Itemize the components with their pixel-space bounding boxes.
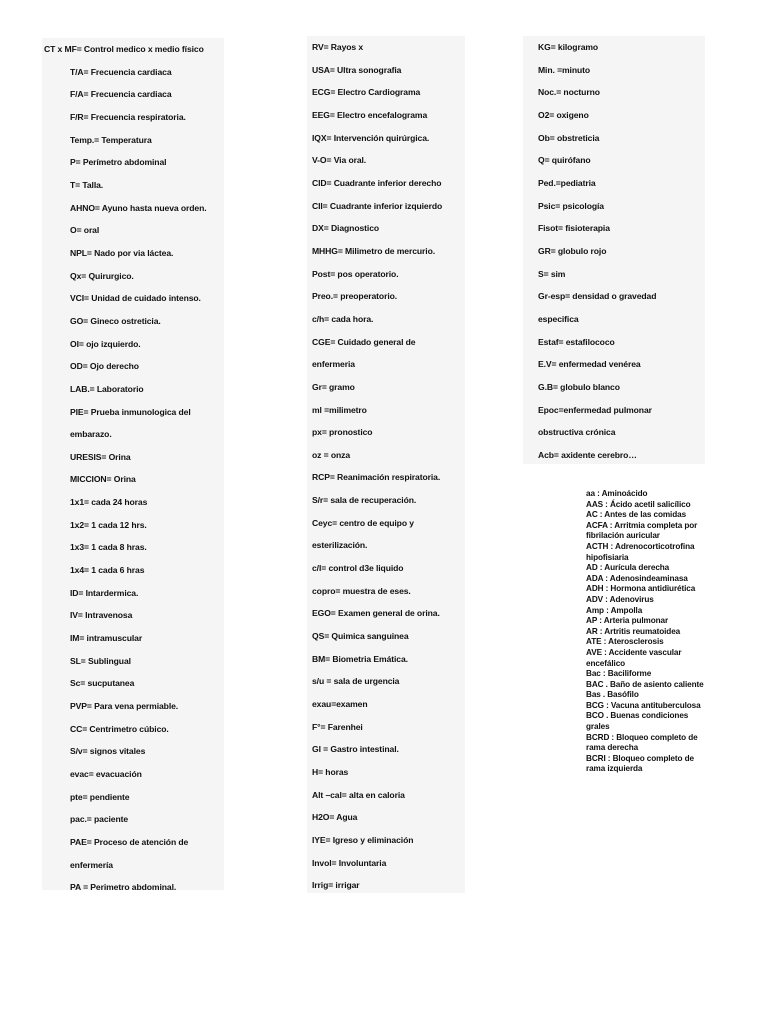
abbreviation-entry: ADH : Hormona antidiurética bbox=[586, 584, 696, 594]
abbreviation-entry: PVP= Para vena permiable. bbox=[70, 701, 179, 712]
abbreviation-entry: ADV : Adenovirus bbox=[586, 594, 654, 604]
abbreviation-entry: Min. =minuto bbox=[538, 64, 591, 75]
abbreviation-entry: AD : Aurícula derecha bbox=[586, 563, 670, 573]
abbreviation-entry: 1x1= cada 24 horas bbox=[70, 497, 148, 508]
abbreviation-entry: Ob= obstreticia bbox=[538, 132, 600, 143]
abbreviation-entry: Noc.= nocturno bbox=[538, 87, 600, 98]
abbreviations-column-4 bbox=[586, 489, 706, 775]
abbreviation-entry: MICCION= Orina bbox=[70, 474, 136, 485]
abbreviation-entry: Acb= axidente cerebro… bbox=[538, 449, 637, 460]
abbreviation-entry: Invol= Involuntaria bbox=[312, 857, 387, 868]
abbreviation-entry: c/h= cada hora. bbox=[312, 313, 374, 324]
abbreviation-entry: Psic= psicología bbox=[538, 200, 604, 211]
abbreviation-entry: RV= Rayos x bbox=[312, 42, 364, 52]
abbreviation-entry: ml =milimetro bbox=[312, 404, 367, 415]
abbreviation-entry: LAB.= Laboratorio bbox=[70, 383, 144, 394]
abbreviation-entry: GR= globulo rojo bbox=[538, 245, 607, 256]
abbreviation-entry: Fisot= fisioterapia bbox=[538, 223, 610, 234]
abbreviation-entry: esterilización. bbox=[312, 540, 368, 551]
abbreviation-entry: Amp : Ampolla bbox=[586, 605, 643, 615]
abbreviation-entry: IV= Intravenosa bbox=[70, 610, 133, 621]
abbreviation-entry: Alt –cal= alta en caloria bbox=[312, 789, 405, 800]
abbreviation-entry: especifica bbox=[538, 313, 579, 324]
abbreviation-entry: BM= Biometria Emática. bbox=[312, 653, 408, 664]
abbreviation-entry: VCI= Unidad de cuidado intenso. bbox=[70, 293, 201, 304]
abbreviation-entry: BCO . Buenas condiciones grales bbox=[586, 711, 689, 732]
abbreviation-entry: embarazo. bbox=[70, 429, 112, 440]
abbreviation-entry: RCP= Reanimación respiratoria. bbox=[312, 472, 441, 483]
abbreviation-entry: Post= pos operatorio. bbox=[312, 268, 399, 279]
abbreviation-entry: GI = Gastro intestinal. bbox=[312, 744, 399, 755]
abbreviation-entry: Temp.= Temperatura bbox=[70, 134, 152, 145]
abbreviation-entry: OD= Ojo derecho bbox=[70, 361, 139, 372]
abbreviation-entry: AHNO= Ayuno hasta nueva orden. bbox=[70, 202, 207, 213]
abbreviation-entry: GO= Gineco ostreticia. bbox=[70, 315, 161, 326]
abbreviation-entry: Bas . Basófilo bbox=[586, 690, 639, 700]
abbreviation-entry: IYE= Igreso y eliminación bbox=[312, 834, 414, 845]
abbreviation-entry: s/u = sala de urgencia bbox=[312, 676, 400, 687]
abbreviations-column-3 bbox=[523, 36, 705, 464]
abbreviation-entry: PA = Perimetro abdominal. bbox=[70, 882, 177, 893]
abbreviation-entry: AC : Antes de las comidas bbox=[586, 510, 687, 520]
abbreviation-entry: O2= oxigeno bbox=[538, 109, 589, 120]
abbreviation-entry: EGO= Examen general de orina. bbox=[312, 608, 440, 619]
abbreviation-entry: Epoc=enfermedad pulmonar bbox=[538, 404, 652, 415]
abbreviation-entry: AP : Arteria pulmonar bbox=[586, 616, 669, 626]
abbreviation-entry: ADA : Adenosindeaminasa bbox=[586, 573, 688, 583]
abbreviation-entry: F/A= Frecuencia cardiaca bbox=[70, 89, 172, 100]
abbreviation-entry: F°= Farenhei bbox=[312, 721, 363, 732]
abbreviation-entry: BAC . Baño de asiento caliente bbox=[586, 679, 704, 689]
abbreviation-entry: pac.= paciente bbox=[70, 814, 129, 825]
abbreviation-entry: obstructiva crónica bbox=[538, 427, 616, 438]
abbreviation-entry: IQX= Intervención quirúrgica. bbox=[312, 132, 430, 143]
abbreviation-entry: PAE= Proceso de atención de bbox=[70, 836, 189, 847]
abbreviation-entry: Gr= gramo bbox=[312, 381, 355, 392]
abbreviation-entry: Ceyc= centro de equipo y bbox=[312, 517, 414, 528]
abbreviation-entry: G.B= globulo blanco bbox=[538, 381, 620, 392]
abbreviation-entry: Qx= Quirurgico. bbox=[70, 270, 134, 281]
abbreviation-entry: Sc= sucputanea bbox=[70, 678, 135, 689]
abbreviation-entry: BCG : Vacuna antituberculosa bbox=[586, 700, 701, 710]
abbreviation-entry: BCRI : Bloqueo completo de rama izquierda bbox=[586, 753, 694, 774]
abbreviation-entry: KG= kilogramo bbox=[538, 42, 599, 52]
abbreviation-list-3 bbox=[523, 36, 705, 466]
abbreviation-entry: USA= Ultra sonografia bbox=[312, 64, 402, 75]
abbreviation-entry: ACFA : Arritmia completa por fibrilación auricular bbox=[586, 520, 698, 541]
abbreviation-entry: S/r= sala de recuperación. bbox=[312, 495, 417, 506]
abbreviation-entry: F/R= Frecuencia respiratoria. bbox=[70, 111, 186, 122]
abbreviation-entry: OI= ojo izquierdo. bbox=[70, 338, 141, 349]
abbreviation-entry: pte= pendiente bbox=[70, 791, 130, 802]
abbreviation-entry: Gr-esp= densidad o gravedad bbox=[538, 291, 657, 302]
abbreviation-entry: ECG= Electro Cardiograma bbox=[312, 87, 421, 98]
abbreviation-entry: URESIS= Orina bbox=[70, 451, 131, 462]
abbreviation-entry: EEG= Electro encefalograma bbox=[312, 109, 428, 120]
abbreviation-entry: AAS : Ácido acetil salicílico bbox=[586, 499, 691, 509]
abbreviation-entry: AR : Artritis reumatoidea bbox=[586, 626, 681, 636]
abbreviation-list-1 bbox=[42, 38, 224, 899]
abbreviation-entry: PIE= Prueba inmunologica del bbox=[70, 406, 191, 417]
abbreviation-entry: 1x3= 1 cada 8 hras. bbox=[70, 542, 147, 553]
abbreviation-entry: px= pronostico bbox=[312, 427, 373, 438]
abbreviation-entry: Preo.= preoperatorio. bbox=[312, 291, 398, 302]
abbreviation-entry: enfermería bbox=[70, 859, 113, 870]
abbreviation-entry: CC= Centrimetro cúbico. bbox=[70, 723, 169, 734]
abbreviation-entry: IM= intramuscular bbox=[70, 633, 143, 644]
abbreviation-entry: oz = onza bbox=[312, 449, 351, 460]
abbreviation-entry: NPL= Nado por via láctea. bbox=[70, 247, 174, 258]
abbreviation-entry: BCRD : Bloqueo completo de rama derecha bbox=[586, 732, 698, 753]
abbreviation-entry: enfermeria bbox=[312, 359, 355, 370]
abbreviation-entry: Bac : Baciliforme bbox=[586, 669, 652, 679]
abbreviation-entry: QS= Quimica sanguinea bbox=[312, 631, 409, 642]
abbreviation-entry: ACTH : Adrenocorticotrofina hipofisiaria bbox=[586, 541, 695, 562]
abbreviation-entry: SL= Sublingual bbox=[70, 655, 131, 666]
abbreviations-column-1 bbox=[42, 38, 224, 893]
abbreviation-entry: Estaf= estafilococo bbox=[538, 336, 615, 347]
abbreviation-entry: evac= evacuación bbox=[70, 769, 142, 779]
abbreviation-list-4 bbox=[586, 489, 706, 775]
abbreviation-entry: S/v= signos vitales bbox=[70, 746, 146, 757]
abbreviation-entry: H= horas bbox=[312, 767, 349, 777]
abbreviation-entry: c/l= control d3e liquido bbox=[312, 563, 404, 574]
abbreviation-entry: 1x4= 1 cada 6 hras bbox=[70, 565, 145, 576]
abbreviation-entry: ID= Intardermica. bbox=[70, 587, 139, 598]
abbreviation-entry: CGE= Cuidado general de bbox=[312, 336, 416, 347]
abbreviation-entry: MHHG= Milimetro de mercurio. bbox=[312, 245, 436, 256]
abbreviation-entry: T= Talla. bbox=[70, 179, 104, 190]
abbreviation-entry: T/A= Frecuencia cardiaca bbox=[70, 66, 172, 77]
abbreviation-entry: Ped.=pediatria bbox=[538, 177, 596, 188]
abbreviation-entry: copro= muestra de eses. bbox=[312, 585, 411, 596]
abbreviation-entry: CID= Cuadrante inferior derecho bbox=[312, 177, 442, 188]
abbreviations-column-2 bbox=[307, 36, 465, 893]
abbreviation-entry: E.V= enfermedad venérea bbox=[538, 359, 641, 370]
abbreviation-entry: Q= quirófano bbox=[538, 155, 591, 166]
abbreviation-entry: aa : Aminoácido bbox=[586, 489, 648, 498]
abbreviation-entry: V-O= Via oral. bbox=[312, 155, 367, 166]
abbreviation-entry: P= Perímetro abdominal bbox=[70, 157, 167, 168]
abbreviation-entry: CII= Cuadrante inferior izquierdo bbox=[312, 200, 443, 211]
abbreviation-entry: CT x MF= Control medico x medio físico bbox=[44, 44, 204, 54]
abbreviation-entry: O= oral bbox=[70, 225, 100, 236]
abbreviation-list-2 bbox=[307, 36, 465, 897]
abbreviation-entry: H2O= Agua bbox=[312, 812, 358, 823]
abbreviation-entry: Irrig= irrigar bbox=[312, 880, 360, 891]
abbreviation-entry: DX= Diagnostico bbox=[312, 223, 380, 234]
abbreviation-entry: exau=examen bbox=[312, 699, 368, 710]
abbreviation-entry: 1x2= 1 cada 12 hrs. bbox=[70, 519, 147, 530]
abbreviation-entry: ATE : Aterosclerosis bbox=[586, 637, 664, 647]
abbreviation-entry: AVE : Accidente vascular encefálico bbox=[586, 647, 682, 668]
abbreviation-entry: S= sim bbox=[538, 268, 566, 279]
